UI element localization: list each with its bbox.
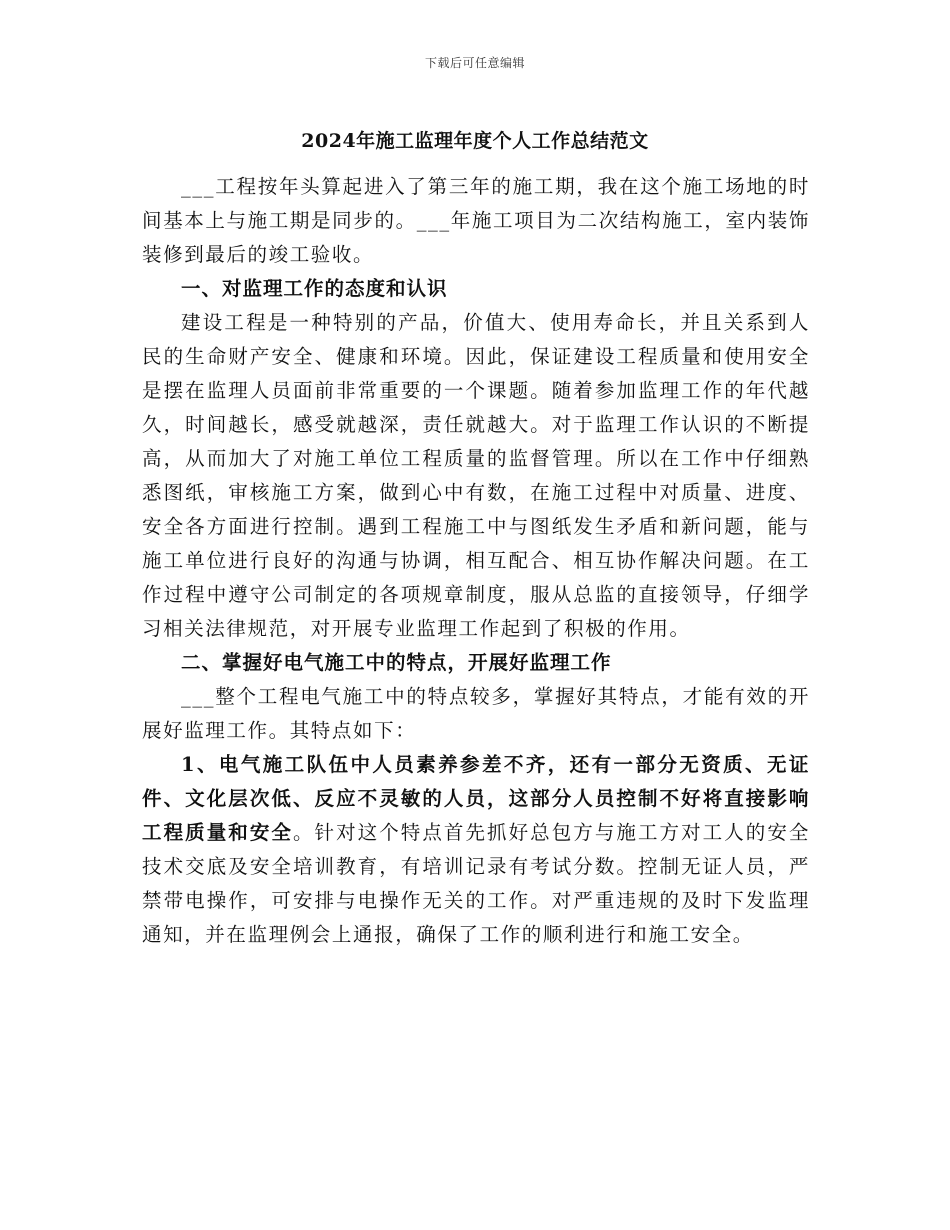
point-1-bold-text: 1、电气施工队伍中人员素养参差不齐，还有一部分无资质、无证件、文化层次低、反应不灵敏的人员，这部分人员控制不好将直接影响工程质量和安全 [142, 753, 810, 844]
point-1-text: 。针对这个特点首先抓好总包方与施工方对工人的安全技术交底及安全培训教育，有培训记录有考试分数。控制无证人员，严禁带电操作，可安排与电操作无关的工作。对严重违规的及时下发监理通知，并在监理例会上通报，确保了工作的顺利进行和施工安全。 [142, 821, 811, 946]
document-body [142, 170, 810, 952]
section-heading-1: 一、对监理工作的态度和认识 [181, 277, 448, 300]
point-1-paragraph [142, 748, 810, 952]
section-heading-2: 二、掌握好电气施工中的特点，开展好监理工作 [181, 651, 612, 674]
header-note: 下载后可任意编辑 [424, 56, 525, 70]
section-2-intro-paragraph: ___整个工程电气施工中的特点较多，掌握好其特点，才能有效的开展好监理工作。其特点如下： [142, 685, 810, 742]
section-1-paragraph: 建设工程是一种特别的产品，价值大、使用寿命长，并且关系到人民的生命财产安全、健康和环境。因此，保证建设工程质量和使用安全是摆在监理人员面前非常重要的一个课题。随着参加监理工作的年代越久，时间越长，感受就越深，责任就越大。对于监理工作认识的不断提高，从而加大了对施工单位工程质量的监督管理。所以在工作中仔细熟悉图纸，审核施工方案，做到心中有数，在施工过程中对质量、进度、安全各方面进行控制。遇到工程施工中与图纸发生矛盾和新问题，能与施工单位进行良好的沟通与协调，相互配合、相互协作解决问题。在工作过程中遵守公司制定的各项规章制度，服从总监的直接领导，仔细学习相关法律规范，对开展专业监理工作起到了积极的作用。 [142, 311, 810, 640]
intro-paragraph: ___工程按年头算起进入了第三年的施工期，我在这个施工场地的时间基本上与施工期是同步的。___年施工项目为二次结构施工，室内装饰装修到最后的竣工验收。 [142, 175, 810, 266]
page-title: 2024年施工监理年度个人工作总结范文 [301, 130, 649, 152]
